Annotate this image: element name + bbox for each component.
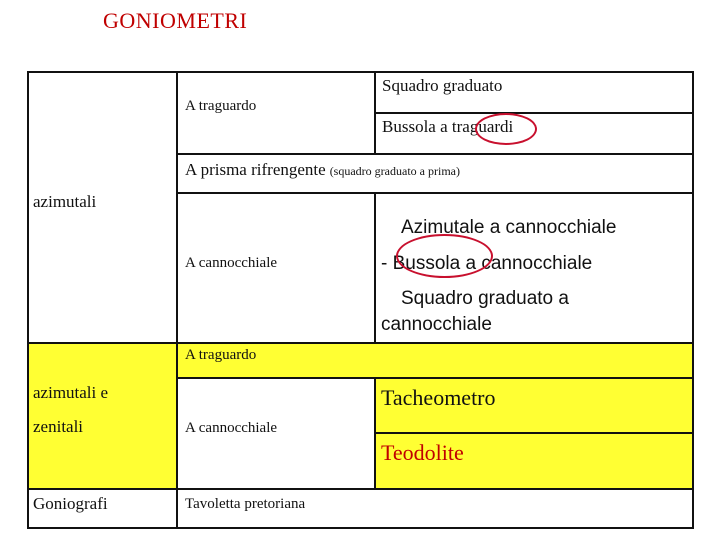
prisma-row (185, 160, 460, 180)
divider-h1 (374, 112, 694, 114)
annotation-circle-bussola (396, 234, 493, 278)
page-title: GONIOMETRI (103, 8, 248, 33)
divider-h6 (374, 432, 694, 434)
squadro-graduato-a: Squadro graduato a (401, 288, 569, 309)
zenitali-traguardo-label: A traguardo (185, 347, 257, 363)
table-border (27, 71, 694, 529)
zenitali-label-line1: azimutali e (33, 383, 109, 402)
divider-h4 (27, 342, 694, 344)
zenitali-label-line2: zenitali (33, 417, 84, 436)
squadro-cannocchiale: cannocchiale (381, 314, 492, 335)
cannocchiale-label: A cannocchiale (185, 255, 278, 271)
divider-col2-mid (374, 193, 376, 343)
divider-col1 (176, 71, 178, 529)
azimutali-label: azimutali (33, 192, 97, 211)
bussola-cannocchiale: - Bussola a cannocchiale (381, 253, 593, 274)
tavoletta-pretoriana: Tavoletta pretoriana (185, 496, 306, 512)
prisma-note: (squadro graduato a prima) (329, 164, 460, 178)
divider-h7 (27, 488, 694, 490)
goniografi-label: Goniografi (33, 494, 108, 513)
teodolite: Teodolite (381, 440, 464, 465)
tacheometro: Tacheometro (381, 385, 496, 410)
zenitali-cannocchiale-label: A cannocchiale (185, 420, 278, 436)
bussola-traguardi: Bussola a traguardi (382, 117, 514, 136)
divider-h2 (176, 153, 694, 155)
annotation-circle-traguardi (475, 113, 537, 145)
prisma-label: A prisma rifrengente (185, 160, 326, 179)
divider-h3 (176, 192, 694, 194)
traguardo-label: A traguardo (185, 98, 257, 114)
divider-h5 (176, 377, 694, 379)
squadro-graduato: Squadro graduato (382, 76, 503, 95)
azimutale-cannocchiale: Azimutale a cannocchiale (401, 217, 617, 238)
